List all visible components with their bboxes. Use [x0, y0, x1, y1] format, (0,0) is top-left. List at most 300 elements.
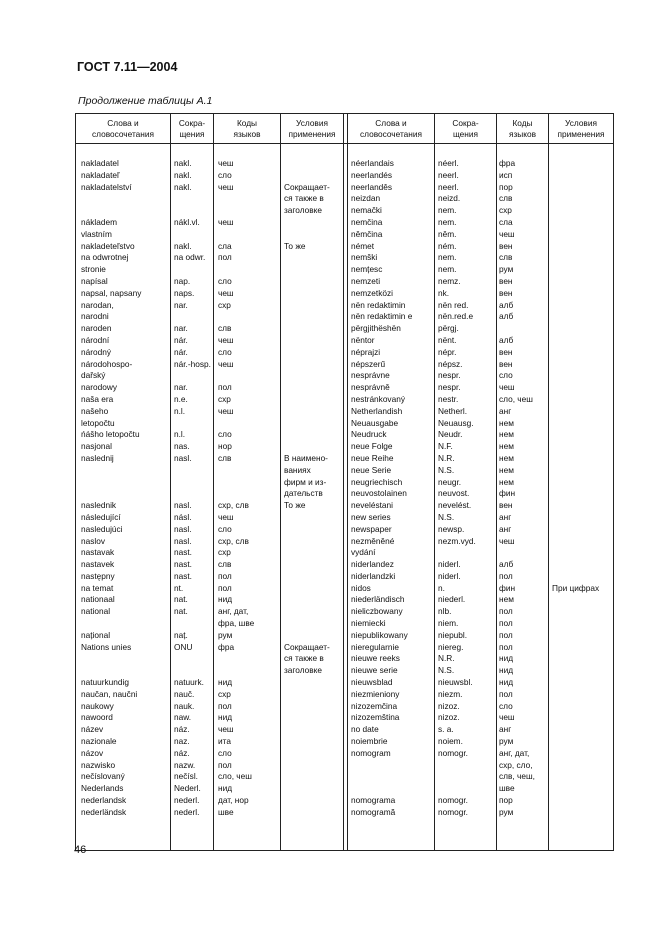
cell-language-code: нем	[499, 441, 514, 452]
cell-abbreviation: nakl.	[174, 169, 192, 180]
cell-abbreviation: niederl.	[438, 594, 466, 605]
cell-abbreviation: n.l.	[174, 429, 186, 440]
cell-abbreviation: nezm.vyd.	[438, 535, 476, 546]
cell-abbreviation: nevelést.	[438, 500, 472, 511]
table-row	[76, 736, 613, 748]
cell-word: nasledujúci	[81, 523, 123, 534]
cell-language-code: сло	[499, 370, 513, 381]
cell-abbreviation: nauč.	[174, 688, 195, 699]
cell-word: Netherlandish	[351, 405, 403, 416]
document-code: ГОСТ 7.11—2004	[77, 60, 178, 74]
cell-word: néerlandais	[351, 158, 394, 168]
cell-abbreviation: nem.	[438, 252, 457, 263]
header-language-codes: Коды языков	[508, 117, 536, 139]
cell-word: nederländsk	[81, 806, 127, 817]
cell-language-code: чеш	[218, 287, 234, 298]
cell-word: niederländisch	[351, 594, 405, 605]
cell-word: vlastním	[81, 228, 112, 239]
cell-language-code: рум	[499, 806, 514, 817]
table-row	[76, 500, 613, 512]
cell-word: naroden	[81, 323, 112, 334]
cell-abbreviation: Nederl.	[174, 783, 201, 794]
cell-abbreviation: naz.	[174, 736, 190, 747]
table-row	[76, 300, 613, 312]
table-row	[76, 323, 613, 335]
cell-abbreviation: na odwr.	[174, 252, 206, 263]
cell-word: nieuwsblad	[351, 677, 393, 688]
cell-abbreviation: niem.	[438, 618, 459, 629]
cell-word: përgjithëshën	[351, 323, 401, 334]
cell-abbreviation: nákl.vl.	[174, 216, 200, 227]
cell-word: nazionale	[81, 736, 117, 747]
cell-word: neizdan	[351, 193, 381, 204]
cell-language-code: вен	[499, 500, 513, 511]
cell-language-code: анг, дат,	[218, 606, 249, 617]
cell-word: nesprávně	[351, 382, 390, 393]
cell-word: nomograma	[351, 795, 396, 806]
table-row	[76, 382, 613, 394]
table-row	[76, 760, 613, 772]
cell-abbreviation: newsp.	[438, 523, 465, 534]
cell-abbreviation: N.S.	[438, 665, 455, 676]
cell-word: následující	[81, 511, 121, 522]
cell-language-code: вен	[499, 275, 513, 286]
cell-language-code: сло, чеш	[218, 771, 252, 782]
cell-abbreviation: Netherl.	[438, 405, 468, 416]
cell-word: nomogram	[351, 747, 391, 758]
cell-abbreviation: népr.	[438, 346, 457, 357]
header-usage-conditions: Условия применения	[288, 117, 336, 139]
cell-abbreviation: náz.	[174, 747, 190, 758]
table-row	[76, 453, 613, 465]
cell-language-code: слв	[499, 193, 513, 204]
cell-language-code: сло	[499, 700, 513, 711]
cell-word: niemiecki	[351, 618, 386, 629]
table-row	[76, 406, 613, 418]
cell-abbreviation: nar.	[174, 323, 188, 334]
cell-abbreviation: násl.	[174, 511, 192, 522]
cell-language-code: пол	[218, 252, 232, 263]
cell-word: dařský	[81, 370, 106, 381]
header-abbreviations: Сокра- щения	[452, 117, 479, 139]
cell-abbreviation: nizoz.	[438, 700, 460, 711]
cell-abbreviation: nakl.	[174, 158, 192, 168]
cell-abbreviation: neerl.	[438, 169, 459, 180]
cell-language-code: чеш	[218, 358, 234, 369]
cell-language-code: алб	[499, 299, 514, 310]
cell-word: nemțesc	[351, 264, 383, 275]
cell-word: naučan, naučni	[81, 688, 138, 699]
cell-abbreviation: nieuwsbl.	[438, 677, 473, 688]
cell-language-code: чеш	[218, 181, 234, 192]
cell-abbreviation: nt.	[174, 582, 184, 593]
cell-abbreviation: nakl.	[174, 240, 192, 251]
cell-word: następny	[81, 570, 115, 581]
cell-usage-condition: заголовке	[284, 665, 322, 676]
cell-language-code: чеш	[218, 216, 234, 227]
cell-language-code: нем	[499, 429, 514, 440]
cell-usage-condition: При цифрах	[552, 582, 600, 593]
cell-word: Nations unies	[81, 641, 132, 652]
cell-word: nestránkovaný	[351, 393, 405, 404]
cell-word: neerlandês	[351, 181, 393, 192]
cell-abbreviation: nederl.	[174, 806, 200, 817]
cell-language-code: сло	[218, 523, 232, 534]
table-row	[76, 594, 613, 606]
cell-abbreviation: s. a.	[438, 724, 454, 735]
cell-language-code: шве	[499, 783, 515, 794]
cell-language-code: сло	[218, 169, 232, 180]
cell-language-code: сло	[218, 747, 232, 758]
cell-language-code: вен	[499, 240, 513, 251]
cell-usage-condition: В наимено-	[284, 452, 328, 463]
cell-abbreviation: nem.	[438, 264, 457, 275]
table-row	[76, 359, 613, 371]
cell-word: němčina	[351, 228, 383, 239]
cell-language-code: пол	[499, 606, 513, 617]
cell-abbreviation: N.S.	[438, 511, 455, 522]
cell-usage-condition: заголовке	[284, 205, 322, 216]
table-row	[76, 394, 613, 406]
cell-word: stronie	[81, 264, 106, 275]
cell-abbreviation: nomogr.	[438, 806, 468, 817]
cell-word: nakladeteľstvo	[81, 240, 135, 251]
cell-abbreviation: n.e.	[174, 393, 188, 404]
cell-word: nastavek	[81, 559, 115, 570]
cell-language-code: сла	[218, 240, 232, 251]
cell-word: národný	[81, 346, 111, 357]
table-row	[76, 205, 613, 217]
cell-usage-condition: дательств	[284, 488, 323, 499]
cell-language-code: нор	[218, 441, 232, 452]
cell-abbreviation: nestr.	[438, 393, 459, 404]
cell-abbreviation: nár.	[174, 334, 188, 345]
cell-language-code: схр	[218, 688, 231, 699]
cell-abbreviation: nomogr.	[438, 747, 468, 758]
cell-language-code: слв	[218, 323, 232, 334]
cell-word: newspaper	[351, 523, 392, 534]
cell-language-code: чеш	[499, 382, 515, 393]
cell-language-code: схр	[499, 205, 512, 216]
cell-word: letopočtu	[81, 417, 115, 428]
cell-language-code: алб	[499, 334, 514, 345]
table-row	[76, 783, 613, 795]
table-row	[76, 807, 613, 819]
cell-word: naša era	[81, 393, 114, 404]
cell-language-code: нид	[218, 783, 233, 794]
cell-language-code: слв	[499, 252, 513, 263]
table-row	[76, 795, 613, 807]
table-row	[76, 606, 613, 618]
cell-word: nizozemčina	[351, 700, 398, 711]
table-row	[76, 441, 613, 453]
cell-word: Neuausgabe	[351, 417, 399, 428]
table-row	[76, 748, 613, 760]
cell-language-code: алб	[499, 311, 514, 322]
cell-abbreviation: niderl.	[438, 559, 461, 570]
cell-word: nemzetközi	[351, 287, 393, 298]
cell-language-code: вен	[499, 358, 513, 369]
header-words: Слова и словосочетания	[92, 117, 154, 139]
cell-language-code: схр	[218, 393, 231, 404]
cell-language-code: ита	[218, 736, 231, 747]
cell-word: német	[351, 240, 375, 251]
cell-abbreviation: përgj.	[438, 323, 459, 334]
table-row	[76, 182, 613, 194]
cell-usage-condition: ся также в	[284, 193, 324, 204]
cell-word: neue Reihe	[351, 452, 394, 463]
cell-word: nezměněné	[351, 535, 395, 546]
cell-abbreviation: nár.-hosp.	[174, 358, 211, 369]
cell-abbreviation: naț.	[174, 629, 188, 640]
cell-abbreviation: nespr.	[438, 370, 461, 381]
cell-abbreviation: nazw.	[174, 759, 196, 770]
table-row	[76, 583, 613, 595]
table-row	[76, 512, 613, 524]
cell-word: Neudruck	[351, 429, 387, 440]
cell-word: narodni	[81, 311, 109, 322]
cell-word: nationaal	[81, 594, 115, 605]
table-row	[76, 536, 613, 548]
table-row	[76, 571, 613, 583]
cell-word: nesprávne	[351, 370, 390, 381]
cell-language-code: слв	[218, 452, 232, 463]
cell-abbreviation: natuurk.	[174, 677, 204, 688]
cell-word: národohospo-	[81, 358, 133, 369]
cell-abbreviation: n.	[438, 582, 445, 593]
cell-word: nomogramă	[351, 806, 396, 817]
cell-language-code: слв	[218, 559, 232, 570]
cell-language-code: пол	[499, 618, 513, 629]
cell-word: nieuwe reeks	[351, 653, 400, 664]
cell-word: néprajzi	[351, 346, 381, 357]
header-abbreviations: Сокра- щения	[178, 117, 206, 139]
table-row	[76, 677, 613, 689]
cell-language-code: чеш	[218, 511, 234, 522]
cell-abbreviation: nënt.	[438, 334, 457, 345]
cell-language-code: чеш	[218, 334, 234, 345]
cell-language-code: фра	[499, 158, 516, 168]
cell-word: nakladatel	[81, 158, 119, 168]
cell-word: nakladateľ	[81, 169, 120, 180]
cell-language-code: рум	[499, 736, 514, 747]
cell-language-code: рум	[499, 264, 514, 275]
table-row	[76, 653, 613, 665]
cell-abbreviation: niepubl.	[438, 629, 468, 640]
table-row	[76, 170, 613, 182]
cell-language-code: схр, слв	[218, 535, 249, 546]
cell-word: národní	[81, 334, 110, 345]
cell-language-code: исп	[499, 169, 513, 180]
cell-abbreviation: neerl.	[438, 181, 459, 192]
cell-language-code: дат, нор	[218, 795, 249, 806]
cell-language-code: чеш	[499, 535, 515, 546]
cell-abbreviation: N.F.	[438, 441, 453, 452]
cell-word: noiembrie	[351, 736, 388, 747]
cell-usage-condition: фирм и из-	[284, 476, 327, 487]
cell-abbreviation: népsz.	[438, 358, 463, 369]
table-row	[76, 477, 613, 489]
cell-language-code: шве	[218, 806, 234, 817]
table-row	[76, 335, 613, 347]
cell-word: napsal, napsany	[81, 287, 142, 298]
cell-abbreviation: nasl.	[174, 500, 192, 511]
cell-usage-condition: Сокращает-	[284, 641, 330, 652]
cell-abbreviation: nasl.	[174, 535, 192, 546]
cell-word: narodan,	[81, 299, 114, 310]
cell-abbreviation: nën red.	[438, 299, 469, 310]
cell-abbreviation: nas.	[174, 441, 190, 452]
table-row	[76, 724, 613, 736]
cell-language-code: анг	[499, 724, 512, 735]
cell-word: vydání	[351, 547, 376, 558]
table-row	[76, 559, 613, 571]
cell-word: nemzeti	[351, 275, 381, 286]
cell-language-code: нем	[499, 476, 514, 487]
table-row	[76, 618, 613, 630]
table-row	[76, 701, 613, 713]
cell-language-code: схр, сло,	[499, 759, 533, 770]
cell-word: nákladem	[81, 216, 117, 227]
cell-abbreviation: nauk.	[174, 700, 195, 711]
cell-language-code: сло	[218, 346, 232, 357]
cell-word: ńášho letopočtu	[81, 429, 140, 440]
cell-word: naukowy	[81, 700, 114, 711]
cell-abbreviation: nat.	[174, 606, 188, 617]
cell-abbreviation: nespr.	[438, 382, 461, 393]
cell-abbreviation: nar.	[174, 299, 188, 310]
cell-word: neveléstani	[351, 500, 393, 511]
cell-word: niderlandez	[351, 559, 394, 570]
cell-word: național	[81, 629, 111, 640]
cell-language-code: пол	[218, 700, 232, 711]
cell-usage-condition: То же	[284, 500, 306, 511]
cell-word: nieliczbowany	[351, 606, 403, 617]
cell-abbreviation: nem.	[438, 205, 457, 216]
cell-word: niezmieniony	[351, 688, 400, 699]
cell-abbreviation: néerl.	[438, 158, 459, 168]
cell-abbreviation: niderl.	[438, 570, 461, 581]
cell-word: neuvostolainen	[351, 488, 407, 499]
cell-language-code: нем	[499, 594, 514, 605]
cell-word: nemčina	[351, 216, 383, 227]
cell-language-code: рум	[218, 629, 233, 640]
cell-language-code: вен	[499, 287, 513, 298]
cell-language-code: сло	[218, 275, 232, 286]
cell-language-code: пол	[499, 641, 513, 652]
cell-abbreviation: nar.	[174, 382, 188, 393]
cell-abbreviation: ném.	[438, 240, 457, 251]
table-row	[76, 347, 613, 359]
header-language-codes: Коды языков	[233, 117, 261, 139]
cell-language-code: схр	[218, 547, 231, 558]
cell-word: nederlandsk	[81, 795, 127, 806]
cell-abbreviation: nast.	[174, 559, 192, 570]
cell-abbreviation: Neuausg.	[438, 417, 474, 428]
cell-language-code: схр	[218, 299, 231, 310]
table-body	[76, 158, 613, 819]
cell-abbreviation: nk.	[438, 287, 450, 298]
cell-word: naslov	[81, 535, 105, 546]
cell-word: neugriechisch	[351, 476, 403, 487]
cell-abbreviation: nap.	[174, 275, 191, 286]
cell-usage-condition: ваниях	[284, 464, 311, 475]
cell-word: nakladatelství	[81, 181, 132, 192]
cell-abbreviation: nasl.	[174, 523, 192, 534]
cell-usage-condition: ся также в	[284, 653, 324, 664]
cell-language-code: сла	[499, 216, 513, 227]
cell-word: naslednik	[81, 500, 117, 511]
cell-usage-condition: То же	[284, 240, 306, 251]
cell-language-code: пор	[499, 795, 513, 806]
cell-abbreviation: nederl.	[174, 795, 200, 806]
cell-language-code: анг	[499, 405, 512, 416]
table-row	[76, 712, 613, 724]
table-row	[76, 288, 613, 300]
cell-language-code: схр, слв	[218, 500, 249, 511]
cell-language-code: пол	[218, 382, 232, 393]
cell-word: nieregularnie	[351, 641, 399, 652]
cell-word: neerlandés	[351, 169, 393, 180]
table-row	[76, 193, 613, 205]
cell-language-code: нид	[218, 594, 233, 605]
cell-word: natuurkundig	[81, 677, 129, 688]
table-row	[76, 241, 613, 253]
cell-word: narodowy	[81, 382, 117, 393]
cell-language-code: пол	[499, 629, 513, 640]
cell-abbreviation: niezm.	[438, 688, 463, 699]
cell-language-code: вен	[499, 346, 513, 357]
table-row	[76, 488, 613, 500]
cell-word: nizozemština	[351, 712, 400, 723]
cell-language-code: сло	[218, 429, 232, 440]
cell-abbreviation: n.l.	[174, 405, 186, 416]
cell-language-code: чеш	[218, 405, 234, 416]
cell-word: neue Serie	[351, 464, 392, 475]
cell-language-code: нид	[499, 677, 514, 688]
table-row	[76, 370, 613, 382]
cell-language-code: пол	[499, 688, 513, 699]
table-header	[76, 114, 613, 144]
cell-word: nemški	[351, 252, 378, 263]
cell-abbreviation: naps.	[174, 287, 195, 298]
table-row	[76, 630, 613, 642]
cell-word: na odwrotnej	[81, 252, 129, 263]
cell-word: national	[81, 606, 111, 617]
cell-language-code: фра	[218, 641, 235, 652]
cell-word: népszerű	[351, 358, 386, 369]
cell-abbreviation: niereg.	[438, 641, 464, 652]
cell-abbreviation: ONU	[174, 641, 193, 652]
cell-abbreviation: nat.	[174, 594, 188, 605]
cell-language-code: нем	[499, 417, 514, 428]
cell-abbreviation: nomogr.	[438, 795, 468, 806]
cell-abbreviation: nár.	[174, 346, 188, 357]
cell-word: nastavak	[81, 547, 115, 558]
table-row	[76, 642, 613, 654]
table-row	[76, 229, 613, 241]
header-words: Слова и словосочетания	[360, 117, 422, 139]
table-row	[76, 429, 613, 441]
cell-word: nën redaktimin	[351, 299, 406, 310]
table-row	[76, 158, 613, 170]
table-row	[76, 689, 613, 701]
cell-abbreviation: naw.	[174, 712, 192, 723]
cell-word: nidos	[351, 582, 371, 593]
cell-word: niepublikowany	[351, 629, 408, 640]
cell-word: napísal	[81, 275, 108, 286]
table-row	[76, 252, 613, 264]
